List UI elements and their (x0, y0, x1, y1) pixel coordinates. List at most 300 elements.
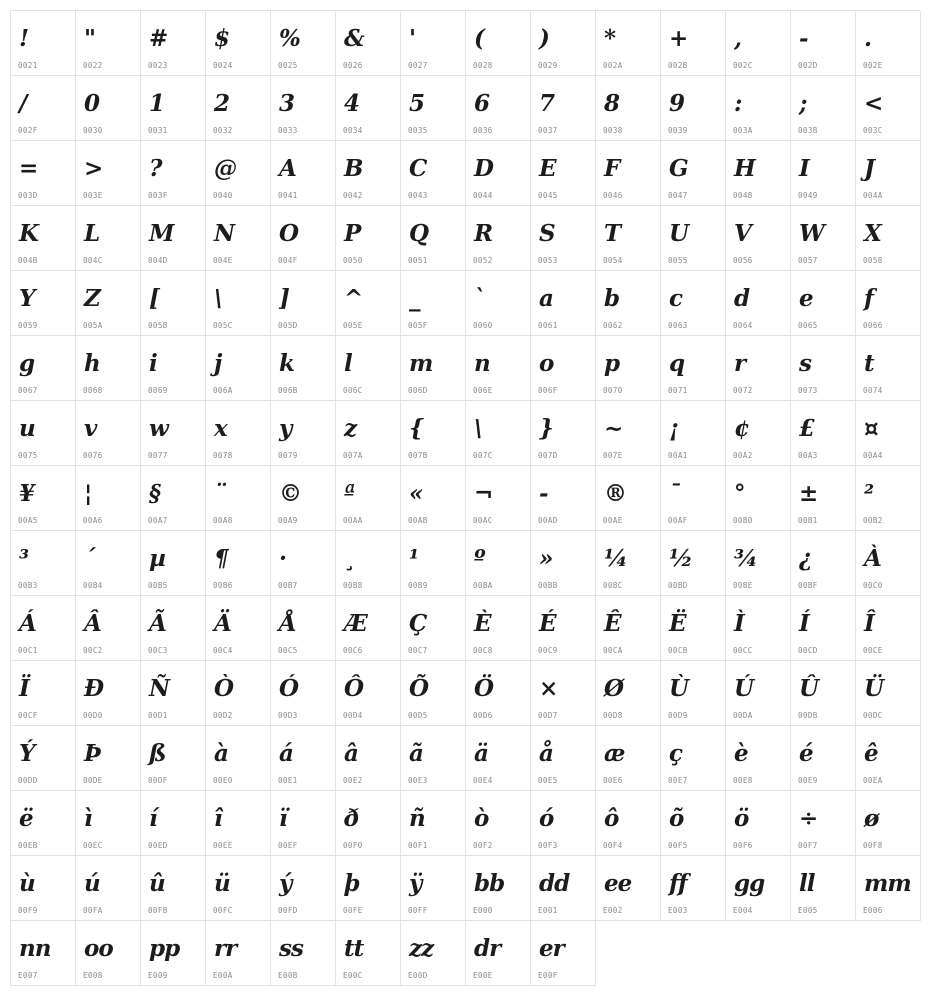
glyph-cell (466, 791, 531, 856)
glyph-character: ñ (409, 805, 425, 832)
glyph-cell (76, 206, 141, 271)
glyph-codepoint: E008 (83, 971, 103, 980)
glyph-character: Ë (669, 610, 686, 637)
glyph-cell (11, 76, 76, 141)
glyph-codepoint: 00FE (343, 906, 363, 915)
glyph-codepoint: 00A5 (18, 516, 38, 525)
glyph-character: @ (214, 155, 236, 182)
glyph-cell (401, 921, 466, 986)
glyph-cell (11, 856, 76, 921)
glyph-character: ¡ (669, 415, 679, 442)
glyph-character: : (734, 90, 742, 117)
glyph-codepoint: 00A2 (733, 451, 753, 460)
glyph-character: ³ (19, 545, 29, 572)
glyph-codepoint: 0073 (798, 386, 818, 395)
glyph-codepoint: E007 (18, 971, 38, 980)
glyph-cell (11, 401, 76, 466)
glyph-cell (141, 856, 206, 921)
glyph-character: k (279, 350, 294, 377)
glyph-character: # (149, 25, 168, 52)
glyph-cell (11, 726, 76, 791)
glyph-character: Ô (344, 675, 364, 702)
glyph-character: ¢ (734, 415, 750, 442)
glyph-cell (466, 271, 531, 336)
glyph-character: ¸ (344, 545, 355, 572)
glyph-character: ¿ (799, 545, 812, 572)
glyph-codepoint: 0043 (408, 191, 428, 200)
glyph-character: ð (344, 805, 359, 832)
glyph-cell (271, 466, 336, 531)
glyph-cell (856, 726, 921, 791)
glyph-codepoint: 00C0 (863, 581, 883, 590)
glyph-cell (76, 856, 141, 921)
glyph-character: E (539, 155, 556, 182)
glyph-character: É (539, 610, 556, 637)
glyph-codepoint: 00DE (83, 776, 103, 785)
glyph-character: mm (864, 870, 911, 897)
glyph-cell (661, 206, 726, 271)
glyph-cell (11, 661, 76, 726)
glyph-codepoint: 0062 (603, 321, 623, 330)
glyph-character: { (409, 415, 423, 442)
glyph-character: È (474, 610, 491, 637)
glyph-codepoint: 0077 (148, 451, 168, 460)
glyph-cell (271, 76, 336, 141)
glyph-codepoint: 006C (343, 386, 363, 395)
glyph-codepoint: 0024 (213, 61, 233, 70)
glyph-codepoint: 0056 (733, 256, 753, 265)
glyph-cell (856, 271, 921, 336)
glyph-codepoint: 0035 (408, 126, 428, 135)
glyph-character: 2 (214, 90, 230, 117)
glyph-character: Õ (409, 675, 429, 702)
glyph-cell (141, 726, 206, 791)
glyph-cell (726, 76, 791, 141)
glyph-cell (856, 531, 921, 596)
glyph-character: ) (539, 25, 549, 52)
glyph-cell (336, 921, 401, 986)
glyph-cell (856, 401, 921, 466)
glyph-character: a (539, 285, 553, 312)
glyph-cell (596, 141, 661, 206)
glyph-codepoint: 00CC (733, 646, 753, 655)
glyph-cell (856, 466, 921, 531)
glyph-character: o (539, 350, 554, 377)
glyph-codepoint: 00A4 (863, 451, 883, 460)
glyph-cell (531, 661, 596, 726)
glyph-codepoint: 0045 (538, 191, 558, 200)
glyph-codepoint: E003 (668, 906, 688, 915)
glyph-character: Ð (84, 675, 104, 702)
glyph-codepoint: 00B0 (733, 516, 753, 525)
glyph-cell (76, 336, 141, 401)
glyph-cell (596, 336, 661, 401)
glyph-codepoint: 0054 (603, 256, 623, 265)
glyph-character: ê (864, 740, 878, 767)
glyph-codepoint: 00AC (473, 516, 493, 525)
glyph-cell (791, 336, 856, 401)
glyph-codepoint: 0058 (863, 256, 883, 265)
glyph-character: º (474, 545, 485, 572)
glyph-cell (336, 661, 401, 726)
glyph-cell (336, 791, 401, 856)
glyph-cell (726, 726, 791, 791)
glyph-codepoint: 00EB (18, 841, 38, 850)
glyph-cell (206, 271, 271, 336)
glyph-cell (661, 336, 726, 401)
glyph-cell (76, 76, 141, 141)
glyph-codepoint: 00F1 (408, 841, 428, 850)
glyph-codepoint: 00B1 (798, 516, 818, 525)
glyph-cell (401, 11, 466, 76)
glyph-cell (791, 401, 856, 466)
glyph-cell (661, 141, 726, 206)
glyph-character: \ (474, 415, 482, 442)
glyph-codepoint: 00E9 (798, 776, 818, 785)
glyph-codepoint: 00FA (83, 906, 103, 915)
glyph-cell (271, 661, 336, 726)
glyph-character: ß (149, 740, 166, 767)
glyph-codepoint: 00D2 (213, 711, 233, 720)
glyph-cell (141, 141, 206, 206)
glyph-character: = (19, 155, 38, 182)
glyph-codepoint: 00C2 (83, 646, 103, 655)
glyph-character: W (799, 220, 824, 247)
glyph-cell (141, 466, 206, 531)
glyph-cell (271, 206, 336, 271)
glyph-codepoint: 0063 (668, 321, 688, 330)
glyph-codepoint: 0025 (278, 61, 298, 70)
glyph-character: 1 (149, 90, 165, 117)
glyph-codepoint: 00F8 (863, 841, 883, 850)
glyph-character: µ (149, 545, 165, 572)
glyph-character: ú (84, 870, 100, 897)
glyph-codepoint: 0031 (148, 126, 168, 135)
glyph-cell (141, 921, 206, 986)
glyph-codepoint: E00E (473, 971, 493, 980)
glyph-codepoint: 00DF (148, 776, 168, 785)
glyph-cell (141, 76, 206, 141)
glyph-codepoint: 00CA (603, 646, 623, 655)
glyph-cell (726, 856, 791, 921)
glyph-character: r (734, 350, 746, 377)
glyph-cell (661, 596, 726, 661)
glyph-character: Ì (734, 610, 744, 637)
glyph-cell (791, 726, 856, 791)
glyph-character: bb (474, 870, 505, 897)
glyph-character: C (409, 155, 427, 182)
glyph-codepoint: 00DD (18, 776, 38, 785)
glyph-character: ã (409, 740, 423, 767)
glyph-character: oo (84, 935, 113, 962)
glyph-cell (531, 466, 596, 531)
glyph-cell (596, 661, 661, 726)
glyph-character: þ (344, 870, 360, 897)
glyph-cell (791, 661, 856, 726)
glyph-character: F (604, 155, 620, 182)
glyph-character: õ (669, 805, 684, 832)
glyph-codepoint: 005C (213, 321, 233, 330)
glyph-cell (661, 531, 726, 596)
glyph-codepoint: 0052 (473, 256, 493, 265)
glyph-character: Ñ (149, 675, 170, 702)
glyph-cell (596, 856, 661, 921)
glyph-codepoint: 0040 (213, 191, 233, 200)
glyph-codepoint: 00E4 (473, 776, 493, 785)
glyph-codepoint: 00FD (278, 906, 298, 915)
glyph-character: ó (539, 805, 554, 832)
glyph-character: er (539, 935, 564, 962)
glyph-character: 7 (539, 90, 555, 117)
glyph-character: ² (864, 480, 874, 507)
glyph-character: ø (864, 805, 879, 832)
glyph-codepoint: 0072 (733, 386, 753, 395)
glyph-character: U (669, 220, 689, 247)
glyph-cell (141, 401, 206, 466)
glyph-cell (206, 661, 271, 726)
glyph-cell (661, 401, 726, 466)
glyph-cell (726, 206, 791, 271)
glyph-character: © (279, 480, 301, 507)
glyph-character: ® (604, 480, 626, 507)
glyph-character: ee (604, 870, 632, 897)
glyph-character: + (669, 25, 688, 52)
glyph-character: é (799, 740, 813, 767)
glyph-codepoint: E00D (408, 971, 428, 980)
glyph-cell (856, 141, 921, 206)
glyph-codepoint: 0075 (18, 451, 38, 460)
glyph-character: A (279, 155, 296, 182)
glyph-character: & (344, 25, 364, 52)
glyph-codepoint: 002B (668, 61, 688, 70)
glyph-codepoint: 00E0 (213, 776, 233, 785)
glyph-codepoint: 00ED (148, 841, 168, 850)
glyph-character: p (604, 350, 620, 377)
glyph-character: Z (84, 285, 100, 312)
glyph-cell (856, 791, 921, 856)
glyph-character: Ú (734, 675, 754, 702)
glyph-cell (466, 336, 531, 401)
glyph-character: n (474, 350, 490, 377)
glyph-cell (401, 596, 466, 661)
glyph-character: e (799, 285, 813, 312)
glyph-character: pp (149, 935, 180, 962)
glyph-codepoint: 006B (278, 386, 298, 395)
glyph-cell (206, 856, 271, 921)
glyph-character: Û (799, 675, 819, 702)
glyph-codepoint: 00F2 (473, 841, 493, 850)
glyph-codepoint: 00DA (733, 711, 753, 720)
glyph-cell (726, 11, 791, 76)
glyph-codepoint: 0061 (538, 321, 558, 330)
glyph-codepoint: 0033 (278, 126, 298, 135)
glyph-cell (336, 11, 401, 76)
glyph-codepoint: 00BE (733, 581, 753, 590)
glyph-character: K (19, 220, 38, 247)
glyph-character: Í (799, 610, 809, 637)
glyph-cell (76, 726, 141, 791)
glyph-character: Ò (214, 675, 234, 702)
glyph-character: i (149, 350, 157, 377)
glyph-codepoint: 00F0 (343, 841, 363, 850)
glyph-cell (661, 76, 726, 141)
glyph-cell (531, 141, 596, 206)
glyph-cell (206, 76, 271, 141)
glyph-cell (856, 11, 921, 76)
glyph-character: O (279, 220, 299, 247)
glyph-codepoint: 00E1 (278, 776, 298, 785)
glyph-codepoint: 0044 (473, 191, 493, 200)
glyph-codepoint: 0050 (343, 256, 363, 265)
glyph-cell (141, 661, 206, 726)
glyph-character: $ (214, 25, 230, 52)
glyph-cell (661, 271, 726, 336)
glyph-cell (596, 791, 661, 856)
glyph-cell (76, 596, 141, 661)
glyph-codepoint: 0048 (733, 191, 753, 200)
glyph-codepoint: 00F5 (668, 841, 688, 850)
glyph-character: [ (149, 285, 159, 312)
glyph-cell (791, 856, 856, 921)
glyph-codepoint: 00FF (408, 906, 428, 915)
glyph-cell (466, 726, 531, 791)
glyph-codepoint: 00A6 (83, 516, 103, 525)
glyph-codepoint: 0049 (798, 191, 818, 200)
glyph-cell (596, 206, 661, 271)
glyph-character: × (539, 675, 558, 702)
glyph-cell (271, 856, 336, 921)
glyph-cell (271, 531, 336, 596)
glyph-codepoint: E004 (733, 906, 753, 915)
glyph-cell (531, 336, 596, 401)
glyph-cell (336, 726, 401, 791)
glyph-cell (11, 141, 76, 206)
glyph-cell (271, 141, 336, 206)
glyph-codepoint: 005D (278, 321, 298, 330)
glyph-character: ¨ (214, 480, 225, 507)
glyph-cell (856, 206, 921, 271)
glyph-character: z (344, 415, 357, 442)
glyph-cell (466, 661, 531, 726)
glyph-cell (531, 726, 596, 791)
glyph-cell (206, 531, 271, 596)
glyph-character: * (604, 25, 616, 52)
glyph-codepoint: 00CF (18, 711, 38, 720)
glyph-codepoint: 00A9 (278, 516, 298, 525)
glyph-codepoint: 00AE (603, 516, 623, 525)
glyph-cell (466, 596, 531, 661)
glyph-cell (336, 141, 401, 206)
glyph-cell (141, 271, 206, 336)
glyph-character: b (604, 285, 620, 312)
glyph-cell (791, 76, 856, 141)
glyph-codepoint: 004E (213, 256, 233, 265)
glyph-cell (76, 11, 141, 76)
glyph-character: S (539, 220, 555, 247)
glyph-codepoint: 0021 (18, 61, 38, 70)
glyph-codepoint: 00F7 (798, 841, 818, 850)
glyph-cell (791, 11, 856, 76)
glyph-codepoint: 00BD (668, 581, 688, 590)
glyph-codepoint: 00DB (798, 711, 818, 720)
glyph-codepoint: 0078 (213, 451, 233, 460)
glyph-codepoint: 003E (83, 191, 103, 200)
glyph-character: ¥ (19, 480, 35, 507)
glyph-character: ¼ (604, 545, 627, 572)
glyph-codepoint: 003F (148, 191, 168, 200)
glyph-cell (271, 726, 336, 791)
glyph-character: á (279, 740, 293, 767)
glyph-cell (401, 141, 466, 206)
glyph-character: î (214, 805, 222, 832)
glyph-character: ss (279, 935, 303, 962)
glyph-cell (596, 401, 661, 466)
glyph-codepoint: 002A (603, 61, 623, 70)
glyph-character: ´ (84, 545, 95, 572)
glyph-cell (76, 141, 141, 206)
glyph-cell (531, 856, 596, 921)
glyph-character: v (84, 415, 97, 442)
glyph-codepoint: 0066 (863, 321, 883, 330)
glyph-cell (76, 531, 141, 596)
glyph-cell (531, 531, 596, 596)
glyph-character: V (734, 220, 751, 247)
glyph-cell (856, 856, 921, 921)
glyph-character: À (864, 545, 881, 572)
glyph-cell (206, 466, 271, 531)
glyph-codepoint: 007A (343, 451, 363, 460)
glyph-character: " (84, 25, 95, 52)
glyph-character: h (84, 350, 100, 377)
glyph-codepoint: 00B6 (213, 581, 233, 590)
glyph-codepoint: E00C (343, 971, 363, 980)
glyph-codepoint: 0064 (733, 321, 753, 330)
glyph-character: ç (669, 740, 683, 767)
glyph-codepoint: 00D7 (538, 711, 558, 720)
glyph-codepoint: 00BB (538, 581, 558, 590)
glyph-character: d (734, 285, 750, 312)
glyph-codepoint: 0069 (148, 386, 168, 395)
glyph-cell (401, 336, 466, 401)
glyph-codepoint: 006D (408, 386, 428, 395)
glyph-character: rr (214, 935, 237, 962)
glyph-cell (141, 11, 206, 76)
glyph-codepoint: 00C1 (18, 646, 38, 655)
glyph-character: c (669, 285, 683, 312)
glyph-codepoint: 0065 (798, 321, 818, 330)
glyph-codepoint: 002F (18, 126, 38, 135)
glyph-cell (856, 661, 921, 726)
glyph-codepoint: 007D (538, 451, 558, 460)
glyph-character: L (84, 220, 100, 247)
glyph-codepoint: 0071 (668, 386, 688, 395)
glyph-cell (76, 921, 141, 986)
glyph-cell (401, 76, 466, 141)
glyph-codepoint: 003B (798, 126, 818, 135)
glyph-codepoint: E00A (213, 971, 233, 980)
glyph-character: ° (734, 480, 745, 507)
glyph-cell (206, 11, 271, 76)
glyph-codepoint: 00D3 (278, 711, 298, 720)
glyph-cell (206, 206, 271, 271)
glyph-codepoint: 007B (408, 451, 428, 460)
glyph-cell (856, 596, 921, 661)
glyph-character: ô (604, 805, 619, 832)
glyph-cell (596, 76, 661, 141)
glyph-character: ä (474, 740, 488, 767)
glyph-character: X (864, 220, 881, 247)
glyph-codepoint: 0079 (278, 451, 298, 460)
